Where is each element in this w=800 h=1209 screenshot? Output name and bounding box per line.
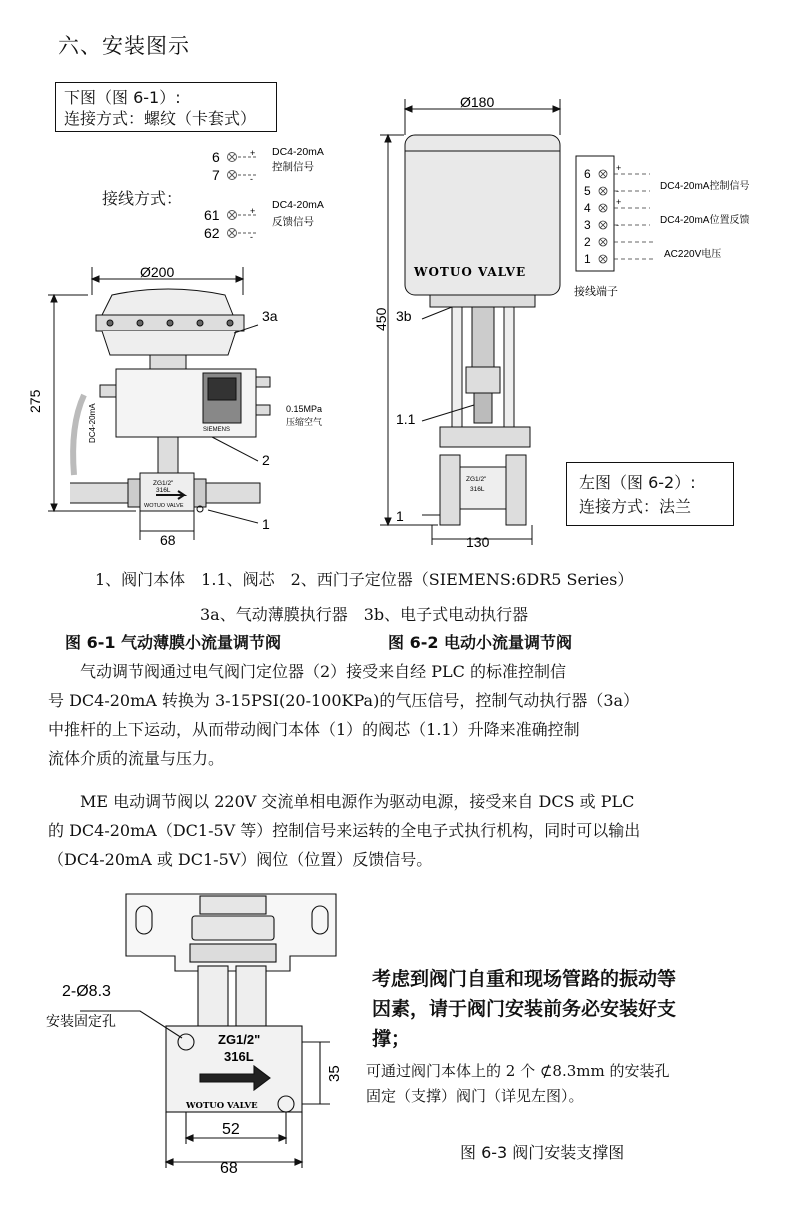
fig1-box-line1: 下图（图 6-1）: — [64, 88, 181, 107]
tb-ctrl-label: DC4-20mA控制信号 — [660, 181, 750, 192]
tb-power-label: AC220V电压 — [664, 249, 722, 260]
svg-text:+: + — [250, 206, 256, 216]
fig3-hole-spec: 2-Ø8.3 — [62, 983, 111, 1000]
fig1-drawing — [27, 255, 323, 548]
fig1-body-thread: ZG1/2" — [153, 480, 174, 487]
legend-line2: 3a、气动薄膜执行器 3b、电子式电动执行器 — [200, 605, 529, 624]
fig3-dim35: 35 — [326, 1065, 343, 1082]
notice-sub1: 可通过阀门本体上的 2 个 ⊄8.3mm 的安装孔 — [366, 1062, 670, 1080]
paragraph-electric — [48, 787, 788, 874]
svg-text:-: - — [250, 232, 253, 242]
tb-fb-label: DC4-20mA位置反馈 — [660, 215, 750, 226]
para1-line1: 气动调节阀通过电气阀门定位器（2）接受来自经 PLC 的标准控制信 — [48, 662, 566, 681]
fig2-body-thread: ZG1/2" — [466, 476, 487, 483]
ctrl-range-label: DC4-20mA — [272, 146, 324, 158]
notice-heading — [372, 964, 782, 1054]
tb-caption: 接线端子 — [574, 286, 618, 298]
svg-text:+: + — [616, 197, 622, 207]
svg-text:-: - — [616, 186, 619, 196]
svg-text:-: - — [616, 220, 619, 230]
terminal-7-label: 7 — [212, 167, 220, 183]
air-text-label: 压缩空气 — [286, 417, 323, 427]
tb-terminal-6: 6 — [584, 167, 591, 181]
air-pressure-label: 0.15MPa — [286, 404, 323, 414]
fig1-connection-box — [55, 82, 277, 132]
caption-fig2: 图 6-2 电动小流量调节阀 — [388, 633, 573, 652]
fig1-body-brand: WOTUO VALVE — [144, 503, 184, 509]
para1-line4: 流体介质的流量与压力。 — [48, 749, 225, 768]
fig2-callout-1: 1 — [396, 508, 404, 524]
fig1-box-line2: 连接方式：螺纹（卡套式） — [64, 109, 257, 128]
fig2-connection-box — [566, 462, 734, 526]
para1-line2: 号 DC4-20mA 转换为 3-15PSI(20-100KPa)的气压信号，控制气动执行器（3a） — [48, 691, 640, 710]
fig3-hole-text: 安装固定孔 — [46, 1013, 116, 1029]
fig3-material: 316L — [224, 1049, 254, 1064]
svg-text:+: + — [250, 148, 256, 158]
fig3-dim68: 68 — [220, 1160, 238, 1177]
fig1-body-material: 316L — [156, 487, 171, 494]
section-title: 六、安装图示 — [58, 34, 190, 58]
fig2-drawing — [370, 95, 570, 550]
notice-line3: 撑； — [372, 1028, 411, 1050]
notice-line1: 考虑到阀门自重和现场管路的振动等 — [372, 968, 677, 990]
wiring-left-diagram — [190, 142, 370, 247]
fig2-width-dim: 130 — [466, 534, 490, 550]
fig3-brand: WOTUO VALVE — [186, 1101, 258, 1111]
fig3-thread: ZG1/2" — [218, 1032, 261, 1047]
caption-fig1: 图 6-1 气动薄膜小流量调节阀 — [65, 633, 282, 652]
tb-terminal-4: 4 — [584, 201, 591, 215]
fig2-height-dim: 450 — [373, 307, 389, 331]
fig3-caption: 图 6-3 阀门安装支撑图 — [460, 1143, 625, 1162]
terminal-62-label: 62 — [204, 225, 220, 241]
svg-text:+: + — [616, 163, 622, 173]
positioner-brand: SIEMENS — [203, 427, 231, 433]
fb-text-label: 反馈信号 — [272, 216, 314, 228]
tb-terminal-5: 5 — [584, 184, 591, 198]
tb-terminal-2: 2 — [584, 235, 591, 249]
terminal-block-diagram — [570, 150, 770, 300]
fig1-width-dim: 68 — [160, 532, 176, 548]
fb-range-label: DC4-20mA — [272, 199, 324, 211]
fig1-callout-3a: 3a — [262, 308, 278, 324]
fig1-callout-2: 2 — [262, 452, 270, 468]
fig2-box-line2: 连接方式：法兰 — [579, 497, 692, 516]
wiring-label: 接线方式： — [102, 189, 183, 208]
paragraph-pneumatic — [48, 657, 788, 773]
para2-line3: （DC4-20mA 或 DC1-5V）阀位（位置）反馈信号。 — [48, 850, 433, 869]
legend-line1: 1、阀门本体 1.1、阀芯 2、西门子定位器（SIEMENS:6DR5 Series） — [95, 570, 634, 589]
fig1-height-dim: 275 — [27, 389, 43, 413]
notice-line2: 因素，请于阀门安装前务必安装好支 — [372, 998, 677, 1020]
notice-body — [366, 1059, 786, 1109]
fig2-callout-11: 1.1 — [396, 411, 416, 427]
fig2-callout-3b: 3b — [396, 308, 412, 324]
terminal-61-label: 61 — [204, 207, 220, 223]
cable-label: DC4-20mA — [88, 403, 97, 443]
fig1-dia-dim: Ø200 — [140, 264, 175, 280]
svg-text:-: - — [250, 174, 253, 184]
fig2-body-material: 316L — [470, 486, 485, 493]
tb-terminal-1: 1 — [584, 252, 591, 266]
para1-line3: 中推杆的上下运动，从而带动阀门本体（1）的阀芯（1.1）升降来准确控制 — [48, 720, 580, 739]
fig2-box-line1: 左图（图 6-2）: — [579, 473, 696, 492]
ctrl-text-label: 控制信号 — [272, 161, 314, 173]
notice-sub2: 固定（支撑）阀门（详见左图）。 — [366, 1087, 584, 1105]
terminal-6-label: 6 — [212, 149, 220, 165]
fig3-drawing — [40, 886, 360, 1176]
para2-line2: 的 DC4-20mA（DC1-5V 等）控制信号来运转的全电子式执行机构，同时可以输出 — [48, 821, 641, 840]
fig3-dim52: 52 — [222, 1121, 240, 1138]
para2-line1: ME 电动调节阀以 220V 交流单相电源作为驱动电源，接受来自 DCS 或 PLC — [48, 792, 635, 811]
tb-terminal-3: 3 — [584, 218, 591, 232]
fig1-callout-1: 1 — [262, 516, 270, 532]
fig2-dia-dim: Ø180 — [460, 94, 495, 110]
fig2-brand: WOTUO VALVE — [414, 265, 527, 279]
